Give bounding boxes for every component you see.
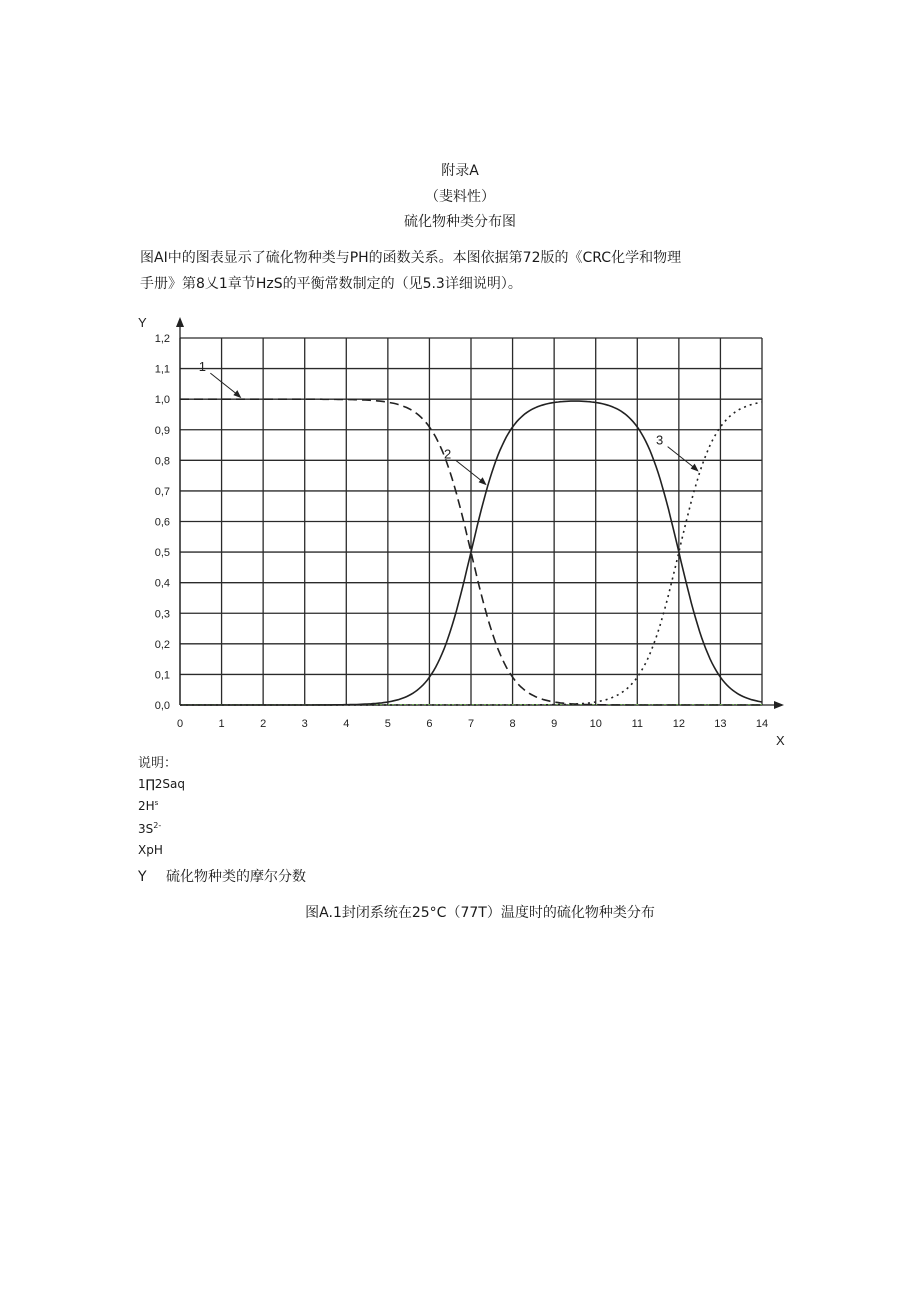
x-tick-label: 11: [631, 718, 643, 730]
x-tick-label: 0: [176, 718, 184, 730]
x-tick-label: 10: [589, 718, 602, 730]
y-axis-label: Y: [138, 315, 147, 330]
series-label-2: 2: [444, 446, 452, 462]
x-tick-label: 3: [301, 718, 308, 730]
y-tick-label: 0,4: [154, 577, 170, 590]
legend-item-1: [138, 777, 185, 791]
legend-item-x: [138, 843, 163, 857]
chart-section-title: 硫化物种类分布图: [404, 214, 516, 230]
x-tick-label: 13: [714, 718, 727, 730]
y-tick-label: 0,2: [154, 638, 170, 651]
appendix-note: （斐料性）: [425, 189, 495, 205]
legend-item-2: [138, 799, 158, 813]
legend-item-1-text: 1∏2Saq: [138, 777, 185, 791]
x-tick-label: 14: [755, 718, 769, 730]
x-tick-label: 6: [426, 718, 433, 730]
chart-grid: [180, 338, 762, 705]
x-tick-label: 5: [384, 718, 391, 730]
chart-tick-labels: [155, 333, 768, 730]
series-leader-arrow-1: [233, 390, 241, 398]
y-tick-label: 1,1: [154, 363, 170, 376]
series-leader-2: [456, 460, 485, 483]
x-tick-label: 1: [218, 718, 225, 730]
legend-item-3-sup: 2-: [153, 821, 162, 830]
y-tick-label: 1,0: [154, 394, 170, 407]
y-tick-label: 0,9: [154, 424, 170, 437]
legend-item-y: [138, 866, 306, 886]
y-tick-label: 0,3: [154, 608, 170, 621]
appendix-title: 附录A: [441, 163, 479, 179]
x-tick-label: 4: [343, 718, 350, 730]
series-leader-arrow-3: [691, 464, 699, 472]
intro-paragraph-line-1: 图AI中的图表显示了硫化物种类与PH的函数关系。本图依据第72版的《CRC化学和物理: [140, 250, 682, 266]
series-label-3: 3: [656, 432, 664, 448]
y-tick-label: 0,7: [154, 485, 170, 498]
intro-paragraph-line-2: 手册》第8乂1章节HzS的平衡常数制定的（见5.3详细说明）。: [140, 276, 522, 292]
series-leader-arrow-2: [479, 477, 487, 485]
x-axis-arrow: [774, 701, 784, 709]
x-axis-label: X: [776, 733, 785, 748]
x-tick-label: 9: [551, 718, 558, 730]
legend-header-text: 说明：: [138, 756, 178, 771]
legend-item-x-text: XpH: [138, 843, 163, 857]
legend-header: [138, 752, 177, 771]
y-tick-label: 0,6: [154, 516, 170, 529]
y-tick-label: 1,2: [154, 333, 170, 345]
y-tick-label: 0,5: [154, 547, 170, 560]
legend-item-3: [138, 821, 161, 836]
y-tick-label: 0,8: [154, 455, 170, 468]
x-tick-label: 12: [672, 718, 685, 730]
x-tick-label: 7: [467, 718, 475, 730]
speciation-chart: [0, 305, 920, 755]
series-leader-3: [668, 447, 697, 470]
legend-y-desc: 硫化物种类的摩尔分数: [166, 869, 306, 885]
x-tick-label: 2: [260, 718, 267, 730]
series-label-1: 1: [198, 359, 206, 375]
y-axis-arrow: [176, 317, 184, 327]
y-tick-label: 0,1: [154, 669, 170, 682]
x-tick-label: 8: [509, 718, 516, 730]
series-leader-1: [210, 373, 239, 396]
legend-item-2-text: 2H: [138, 799, 155, 813]
legend-y-key: Y: [138, 869, 147, 885]
figure-caption: 图A.1封闭系统在25°C（77T）温度时的硫化物种类分布: [305, 905, 655, 921]
y-tick-label: 0,0: [154, 700, 170, 712]
legend-item-2-sup: s: [154, 799, 159, 807]
legend-item-3-text: 3S: [138, 822, 154, 836]
